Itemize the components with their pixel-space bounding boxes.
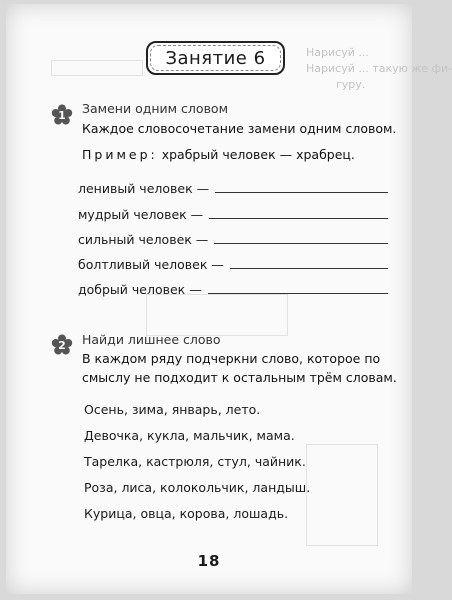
answer-row-label: ленивый человек — [78, 181, 210, 196]
example-text: храбрый человек — храбрец. [161, 147, 355, 162]
exercise-1-badge-icon [51, 104, 73, 126]
answer-line[interactable] [214, 243, 388, 244]
exercise-1-instruction: Каждое словосочетание замени одним словом. [82, 121, 397, 136]
show-through-block [51, 60, 143, 76]
answer-row [78, 277, 388, 297]
show-through-block [306, 444, 378, 546]
answer-line[interactable] [208, 293, 388, 294]
answer-row-label: сильный человек — [78, 232, 209, 247]
answer-line[interactable] [215, 192, 388, 193]
exercise-2-heading: Найди лишнее слово [82, 332, 221, 347]
answer-row [78, 227, 388, 247]
word-row[interactable]: Роза, лиса, колокольчик, ландыш. [84, 480, 311, 495]
word-row[interactable]: Девочка, кукла, мальчик, мама. [84, 428, 295, 443]
answer-row [78, 202, 388, 222]
exercise-2-instruction-line-2: смыслу не подходит к остальным трём словам. [82, 370, 397, 385]
lesson-title [146, 41, 285, 75]
answer-row-label: болтливый человек — [78, 257, 224, 272]
answer-line[interactable] [209, 218, 388, 219]
show-through-text: Нарисуй ... такую же фи- [306, 62, 452, 75]
answer-line[interactable] [230, 268, 388, 269]
lesson-title-text: Занятие 6 [165, 47, 266, 69]
exercise-2-number: 2 [58, 339, 66, 352]
show-through-text: Нарисуй ... [306, 46, 369, 59]
word-row[interactable]: Осень, зима, январь, лето. [84, 402, 261, 417]
exercise-1-number: 1 [58, 109, 66, 122]
exercise-2-badge-icon [51, 334, 73, 356]
page-number: 18 [197, 552, 221, 570]
word-row[interactable]: Тарелка, кастрюля, стул, чайник. [84, 454, 306, 469]
exercise-1-example [82, 147, 355, 162]
show-through-text: гуру. [336, 78, 366, 91]
answer-row-label: мудрый человек — [78, 207, 204, 222]
exercise-1-heading: Замени одним словом [82, 101, 229, 116]
workbook-page [6, 4, 452, 594]
answer-row [78, 176, 388, 196]
exercise-2-instruction-line-1: В каждом ряду подчеркни слово, которое по [82, 351, 381, 366]
example-label: Пример: [82, 147, 158, 162]
answer-row-label: добрый человек — [78, 282, 202, 297]
word-row[interactable]: Курица, овца, корова, лошадь. [84, 506, 289, 521]
answer-row [78, 252, 388, 272]
show-through-block [146, 294, 288, 336]
